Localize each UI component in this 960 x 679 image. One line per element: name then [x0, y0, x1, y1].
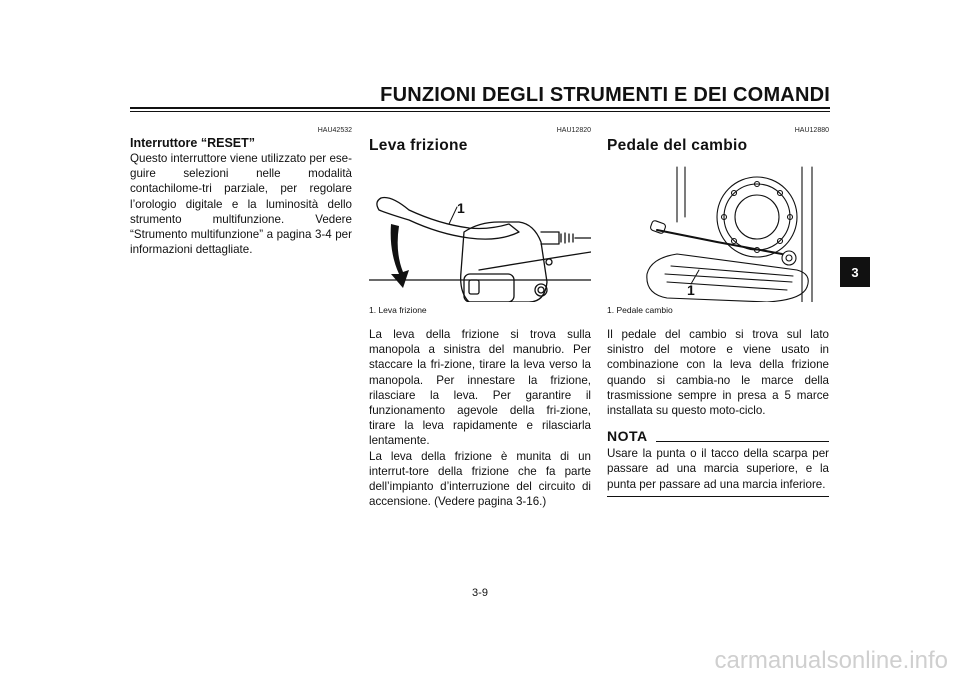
- section-code: HAU12880: [794, 127, 829, 134]
- header-rule-thin: [130, 111, 830, 112]
- clutch-lever-paragraph: La leva della frizione si trova sulla manopola a sinistra del manubrio. Per staccare la fri-zione, tirare la leva verso la manopola. Per innestare la frizione, rilasciare la leva. Per garantire il funzionamento agevole della fri-zione, tirare la leva rapidamente e rilasciarla lentamente.: [369, 328, 591, 448]
- nota-box: [607, 428, 829, 497]
- nota-label: NOTA: [607, 428, 648, 445]
- nota-rule: [656, 441, 829, 442]
- nota-text: Usare la punta o il tacco della scarpa per passare ad una marcia superiore, e la punta per passare ad una marcia inferiore.: [607, 447, 829, 491]
- nota-bottom-rule: [607, 496, 829, 497]
- shift-pedal-heading: Pedale del cambio: [607, 137, 748, 154]
- clutch-lever-paragraph-2: La leva della frizione è munita di un interrut-tore della frizione che fa parte dell’impianto d’interruzione del circuito di accensione. (Vedere pagina 3-16.): [369, 449, 591, 509]
- reset-switch-paragraph: Questo interruttore viene utilizzato per ese-guire selezioni nelle modalità contachilome-tri parziale, per regolare l’orologio digitale e la luminosità dello strumento multifunzione. Vedere “Strumento multifunzione” a pagina 3-4 per informazioni dettagliate.: [130, 152, 352, 257]
- clutch-lever-heading: Leva frizione: [369, 137, 468, 154]
- clutch-lever-caption: 1. Leva frizione: [369, 305, 427, 315]
- page-number: 3-9: [472, 587, 488, 599]
- chapter-tab[interactable]: 3: [840, 257, 870, 287]
- watermark-logo: [700, 646, 950, 674]
- page-header-title: FUNZIONI DEGLI STRUMENTI E DEI COMANDI: [380, 84, 830, 106]
- reset-switch-subheading: Interruttore “RESET”: [130, 136, 256, 150]
- figure-callout: 1: [457, 200, 465, 216]
- figure-callout: 1: [687, 282, 695, 298]
- column-reset-switch: [130, 126, 352, 257]
- shift-pedal-caption: 1. Pedale cambio: [607, 305, 673, 315]
- nota-header: [607, 428, 829, 444]
- clutch-lever-illustration: [369, 162, 591, 302]
- watermark-text: carmanualsonline.info: [714, 647, 948, 674]
- header-rule: [130, 107, 830, 109]
- shift-pedal-paragraph: Il pedale del cambio si trova sul lato sinistro del motore e viene usato in combinazione con la leva della frizione quando si cambia-no le marce della trasmissione sempre in presa a 5 marce installata su questo moto-ciclo.: [607, 328, 829, 418]
- shift-pedal-figure: [607, 162, 829, 302]
- column-clutch-lever: [369, 126, 591, 509]
- section-code: HAU42532: [317, 127, 352, 134]
- section-code: HAU12820: [556, 127, 591, 134]
- column-shift-pedal: [607, 126, 829, 497]
- clutch-lever-figure: [369, 162, 591, 302]
- shift-pedal-illustration: [607, 162, 829, 302]
